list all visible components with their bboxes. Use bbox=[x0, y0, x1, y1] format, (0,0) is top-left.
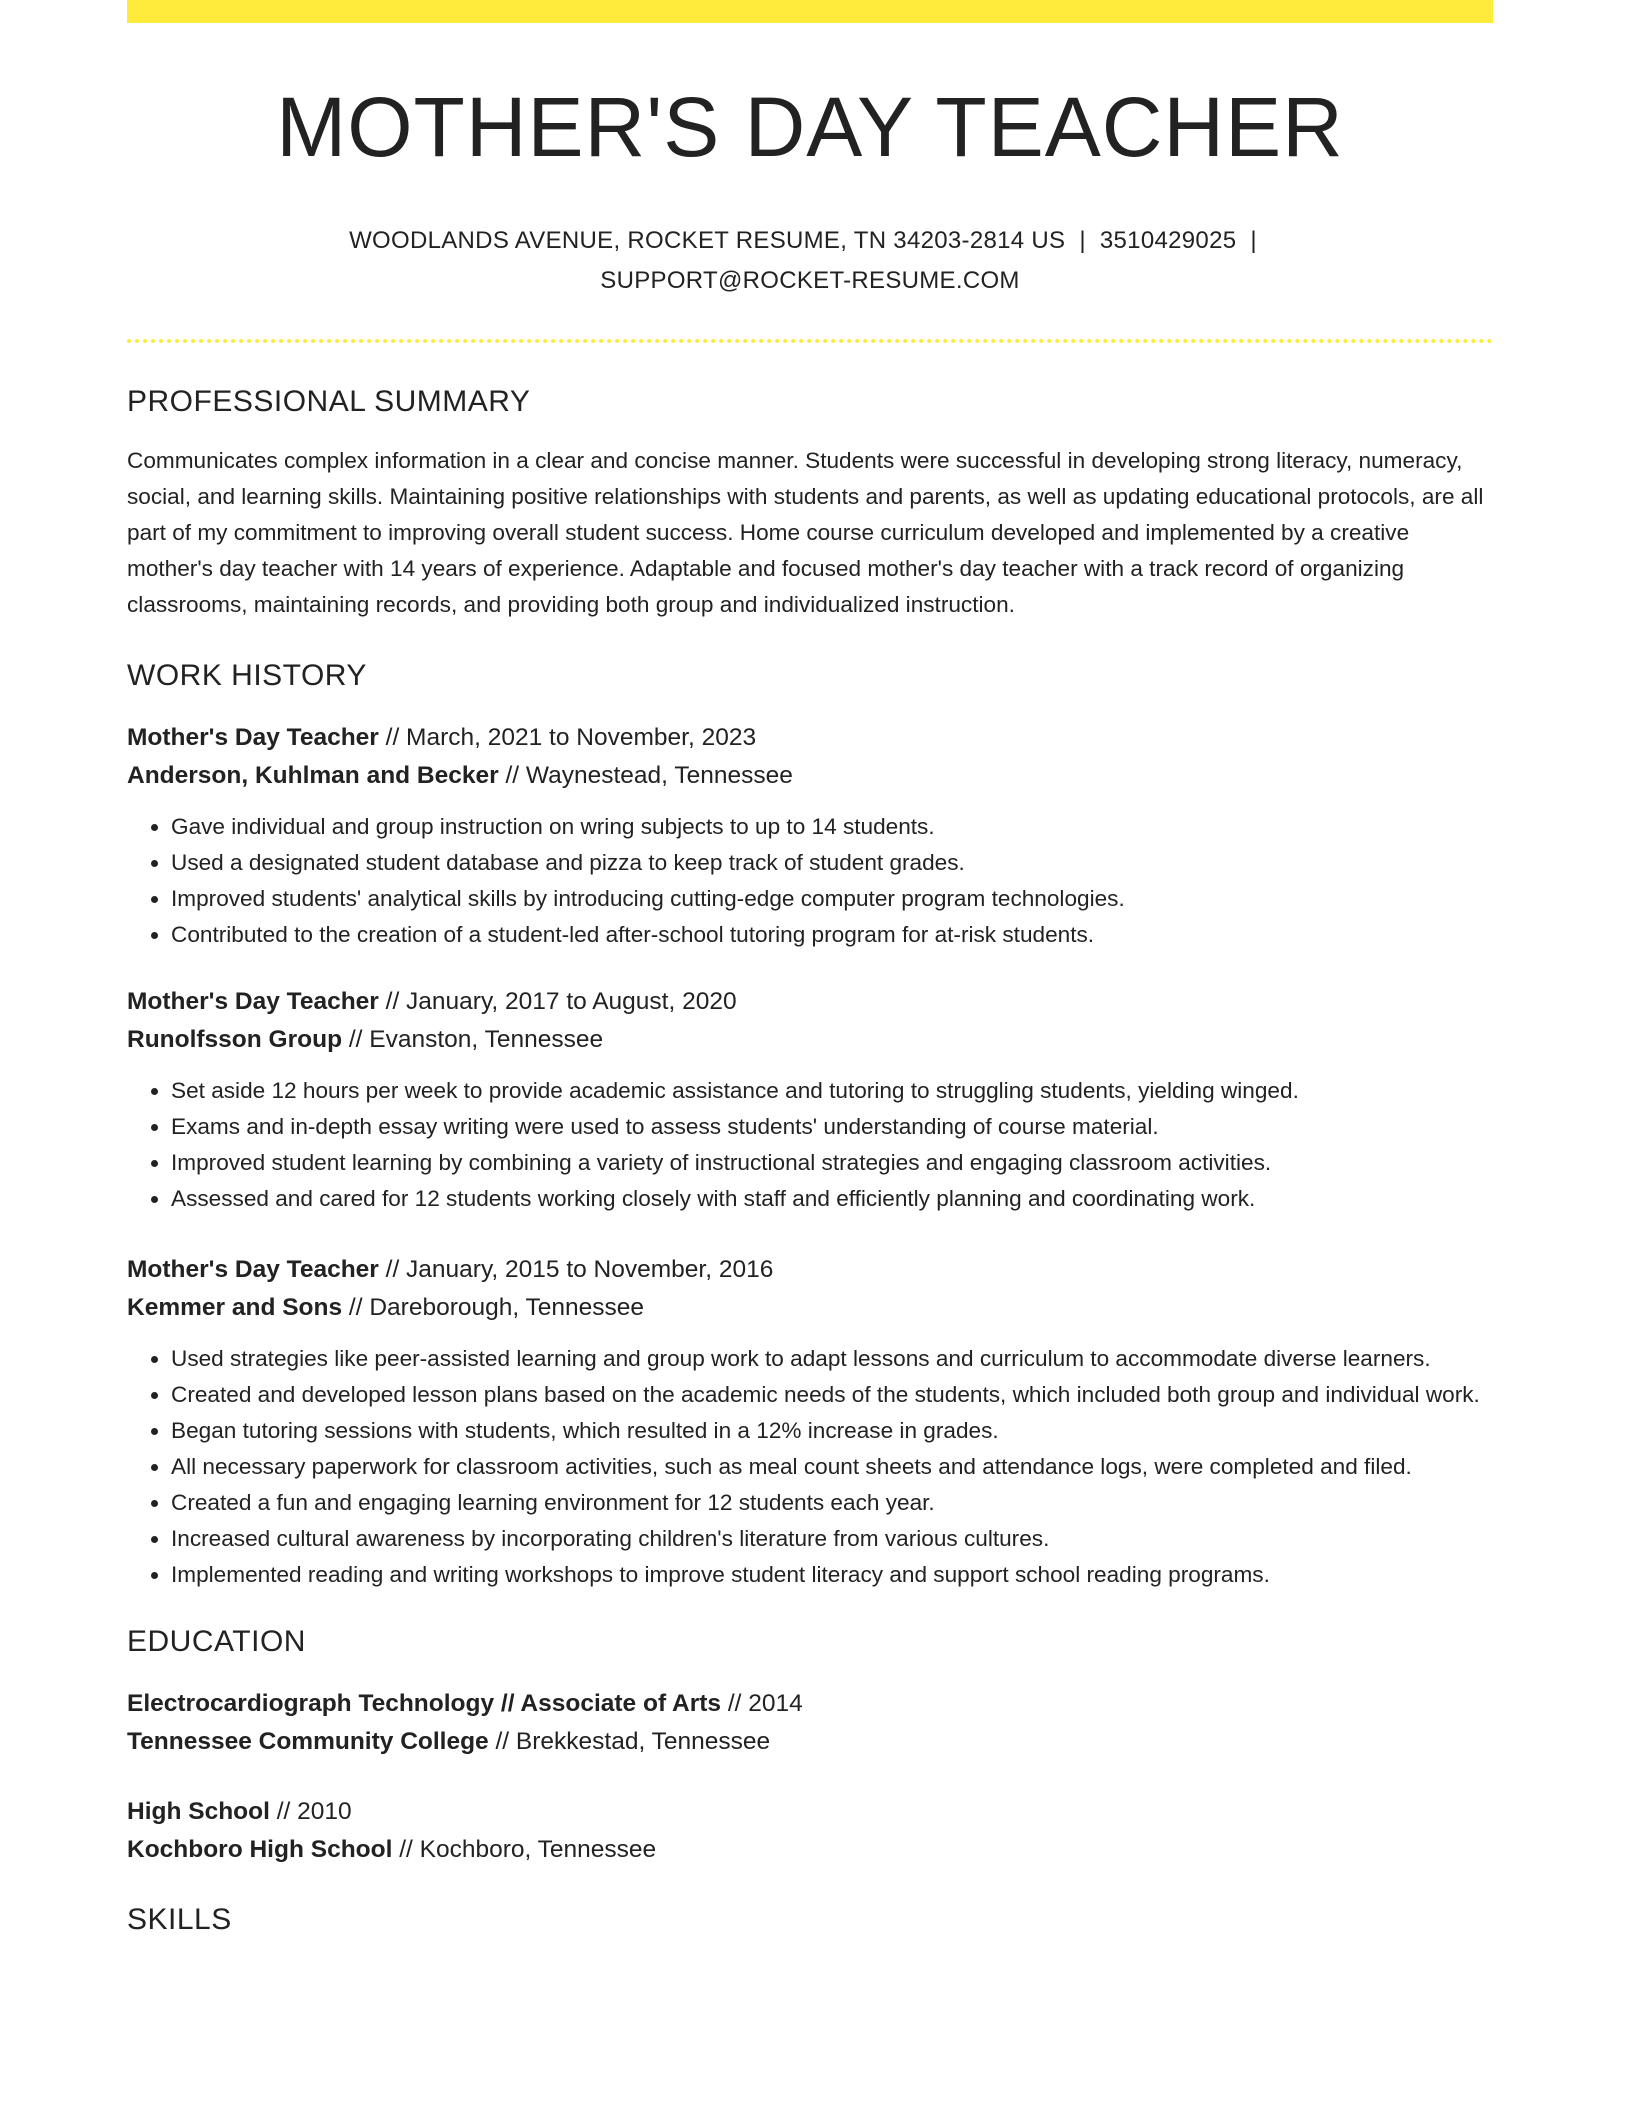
job-company-line bbox=[127, 1289, 1493, 1327]
job-company-line bbox=[127, 1021, 1493, 1059]
job-entry bbox=[127, 983, 1493, 1217]
job-location: // Waynestead, Tennessee bbox=[498, 762, 793, 790]
job-title-line bbox=[127, 983, 1493, 1021]
summary-text: Communicates complex information in a clear and concise manner. Students were successful in developing strong literacy, numeracy, social, and learning skills. Maintaining positive relationships with students and parents, as well as updating educational protocols, are all part of my commitment to improving overall student success. Home course curriculum developed and implemented by a creative mother's day teacher with 14 years of experience. Adaptable and focused mother's day teacher with a track record of organizing classrooms, maintaining records, and providing both group and individualized instruction. bbox=[127, 448, 1484, 618]
education-degree: Electrocardiograph Technology // Associate of Arts bbox=[127, 1690, 722, 1718]
contact-line-1 bbox=[127, 221, 1493, 261]
education-degree-line bbox=[127, 1685, 1493, 1723]
contact-separator: | bbox=[1079, 227, 1086, 255]
job-role: Mother's Day Teacher bbox=[127, 1256, 379, 1284]
dotted-divider bbox=[127, 339, 1493, 343]
job-role: Mother's Day Teacher bbox=[127, 988, 379, 1016]
list-item: • Created and developed lesson plans based on the academic needs of the students, which included both group and individual work. bbox=[171, 1377, 1493, 1413]
job-bullets bbox=[127, 809, 1493, 953]
education-entry bbox=[127, 1685, 1493, 1761]
education-school: Tennessee Community College bbox=[127, 1728, 489, 1756]
candidate-name: MOTHER'S DAY TEACHER bbox=[276, 80, 1344, 174]
job-dates: // January, 2015 to November, 2016 bbox=[378, 1256, 774, 1284]
address: WOODLANDS AVENUE, ROCKET RESUME, TN 34203-2814 US bbox=[349, 227, 1066, 255]
phone: 3510429025 bbox=[1099, 227, 1237, 255]
education-degree-line bbox=[127, 1793, 1493, 1831]
list-item: • Created a fun and engaging learning environment for 12 students each year. bbox=[171, 1485, 1493, 1521]
education-degree: High School bbox=[127, 1798, 270, 1826]
job-entry bbox=[127, 719, 1493, 953]
education-school-line bbox=[127, 1723, 1493, 1761]
section-title-education: EDUCATION bbox=[127, 1625, 306, 1659]
job-location: // Dareborough, Tennessee bbox=[342, 1294, 645, 1322]
job-company: Runolfsson Group bbox=[127, 1026, 343, 1054]
list-item: • Improved students' analytical skills by introducing cutting-edge computer program technologies. bbox=[171, 881, 1493, 917]
list-item: • Improved student learning by combining a variety of instructional strategies and engaging classroom activities. bbox=[171, 1145, 1493, 1181]
list-item: • Began tutoring sessions with students, which resulted in a 12% increase in grades. bbox=[171, 1413, 1493, 1449]
education-school: Kochboro High School bbox=[127, 1836, 393, 1864]
job-location: // Evanston, Tennessee bbox=[342, 1026, 604, 1054]
list-item: • Used strategies like peer-assisted learning and group work to adapt lessons and curriculum to accommodate diverse learners. bbox=[171, 1341, 1493, 1377]
list-item: • Contributed to the creation of a student-led after-school tutoring program for at-risk students. bbox=[171, 917, 1493, 953]
list-item: • Exams and in-depth essay writing were used to assess students' understanding of course material. bbox=[171, 1109, 1493, 1145]
contact-line-2 bbox=[127, 261, 1493, 301]
job-dates: // January, 2017 to August, 2020 bbox=[378, 988, 737, 1016]
section-title-skills: SKILLS bbox=[127, 1903, 232, 1937]
education-location: // Brekkestad, Tennessee bbox=[488, 1728, 771, 1756]
email: SUPPORT@ROCKET-RESUME.COM bbox=[600, 267, 1020, 295]
job-dates: // March, 2021 to November, 2023 bbox=[378, 724, 757, 752]
job-company: Kemmer and Sons bbox=[127, 1294, 343, 1322]
education-year: // 2014 bbox=[721, 1690, 803, 1718]
job-title-line bbox=[127, 1251, 1493, 1289]
section-title-work-history: WORK HISTORY bbox=[127, 659, 367, 693]
job-company-line bbox=[127, 757, 1493, 795]
job-company: Anderson, Kuhlman and Becker bbox=[127, 762, 499, 790]
list-item: • All necessary paperwork for classroom activities, such as meal count sheets and attendance logs, were completed and filed. bbox=[171, 1449, 1493, 1485]
education-year: // 2010 bbox=[269, 1798, 352, 1826]
job-bullets bbox=[127, 1341, 1493, 1593]
education-entry bbox=[127, 1793, 1493, 1869]
top-accent-bar bbox=[127, 0, 1493, 23]
contact-separator: | bbox=[1250, 227, 1257, 255]
list-item: • Gave individual and group instruction on wring subjects to up to 14 students. bbox=[171, 809, 1493, 845]
list-item: • Increased cultural awareness by incorporating children's literature from various cultures. bbox=[171, 1521, 1493, 1557]
contact-info bbox=[127, 221, 1493, 301]
job-role: Mother's Day Teacher bbox=[127, 724, 379, 752]
list-item: • Used a designated student database and pizza to keep track of student grades. bbox=[171, 845, 1493, 881]
job-bullets bbox=[127, 1073, 1493, 1217]
resume-page bbox=[127, 0, 1493, 1935]
section-title-summary: PROFESSIONAL SUMMARY bbox=[127, 385, 531, 419]
job-title-line bbox=[127, 719, 1493, 757]
education-school-line bbox=[127, 1831, 1493, 1869]
list-item: • Set aside 12 hours per week to provide academic assistance and tutoring to struggling students, yielding winged. bbox=[171, 1073, 1493, 1109]
list-item: • Implemented reading and writing workshops to improve student literacy and support school reading programs. bbox=[171, 1557, 1493, 1593]
list-item: • Assessed and cared for 12 students working closely with staff and efficiently planning and coordinating work. bbox=[171, 1181, 1493, 1217]
job-entry bbox=[127, 1251, 1493, 1593]
education-location: // Kochboro, Tennessee bbox=[392, 1836, 657, 1864]
